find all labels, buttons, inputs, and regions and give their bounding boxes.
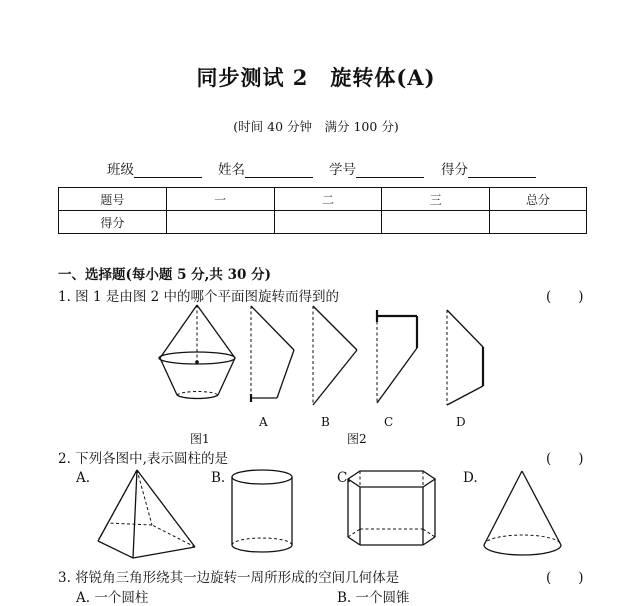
score-label: 得分 — [441, 162, 468, 178]
table-cell: 一 — [166, 188, 274, 211]
score-input-cell[interactable] — [274, 211, 382, 234]
cylinder-figure — [232, 470, 292, 552]
exam-time-info: (时间 40 分钟 满分 100 分) — [233, 119, 399, 134]
table-cell: 得分 — [59, 211, 167, 234]
question-2-text: 2. 下列各图中,表示圆柱的是 — [58, 451, 228, 467]
score-blank[interactable] — [468, 163, 536, 178]
shape-d — [447, 310, 483, 405]
shape-b — [313, 306, 357, 405]
pyramid-figure — [98, 470, 195, 558]
table-cell: 二 — [274, 188, 382, 211]
cone-figure — [484, 471, 561, 555]
question-1-figures — [155, 300, 485, 450]
class-field[interactable] — [107, 158, 202, 178]
question-2-answer-paren[interactable]: ( ) — [546, 451, 584, 467]
shape-b-label: B — [321, 415, 330, 429]
shape-a — [251, 306, 294, 402]
student-id-field[interactable] — [329, 158, 424, 178]
name-blank[interactable] — [245, 163, 313, 178]
question-2-option-d[interactable]: D. — [463, 470, 478, 486]
question-3-option-b[interactable]: B. 一个圆锥 — [337, 590, 410, 606]
question-2-option-b[interactable]: B. — [211, 470, 226, 486]
figure-1-caption: 图1 — [190, 432, 210, 446]
table-row — [59, 188, 587, 211]
table-cell: 总分 — [490, 188, 587, 211]
table-cell: 题号 — [59, 188, 167, 211]
question-1-text: 1. 图 1 是由图 2 中的哪个平面图旋转而得到的 — [58, 289, 340, 305]
question-1-answer-paren[interactable]: ( ) — [546, 289, 584, 305]
shape-a-label: A — [259, 415, 268, 429]
score-input-cell[interactable] — [382, 211, 490, 234]
shape-c-label: C — [384, 415, 394, 429]
question-3-answer-paren[interactable]: ( ) — [546, 570, 584, 586]
score-table — [58, 187, 587, 234]
question-3-option-a[interactable]: A. 一个圆柱 — [76, 590, 149, 606]
name-field[interactable] — [218, 158, 313, 178]
name-label: 姓名 — [218, 162, 245, 178]
student-id-label: 学号 — [329, 162, 356, 178]
question-2-figures — [90, 465, 570, 565]
figure-2-caption: 图2 — [347, 432, 367, 446]
table-row — [59, 211, 587, 234]
shape-c — [377, 310, 417, 403]
class-label: 班级 — [107, 162, 134, 178]
score-field[interactable] — [441, 158, 536, 178]
student-id-blank[interactable] — [356, 163, 424, 178]
shape-d-label: D — [456, 415, 466, 429]
hexagonal-prism-figure — [348, 471, 435, 545]
class-blank[interactable] — [134, 163, 202, 178]
score-input-cell[interactable] — [490, 211, 587, 234]
section-heading: 一、选择题(每小题 5 分,共 30 分) — [58, 267, 271, 283]
page-title: 同步测试 2 旋转体(A) — [196, 65, 436, 90]
question-2-option-a[interactable]: A. — [76, 470, 91, 486]
question-2-option-c[interactable]: C. — [337, 470, 352, 486]
table-cell: 三 — [382, 188, 490, 211]
score-input-cell[interactable] — [166, 211, 274, 234]
question-3-text: 3. 将锐角三角形绕其一边旋转一周所形成的空间几何体是 — [58, 570, 400, 586]
cone-frustum-figure — [159, 305, 235, 399]
